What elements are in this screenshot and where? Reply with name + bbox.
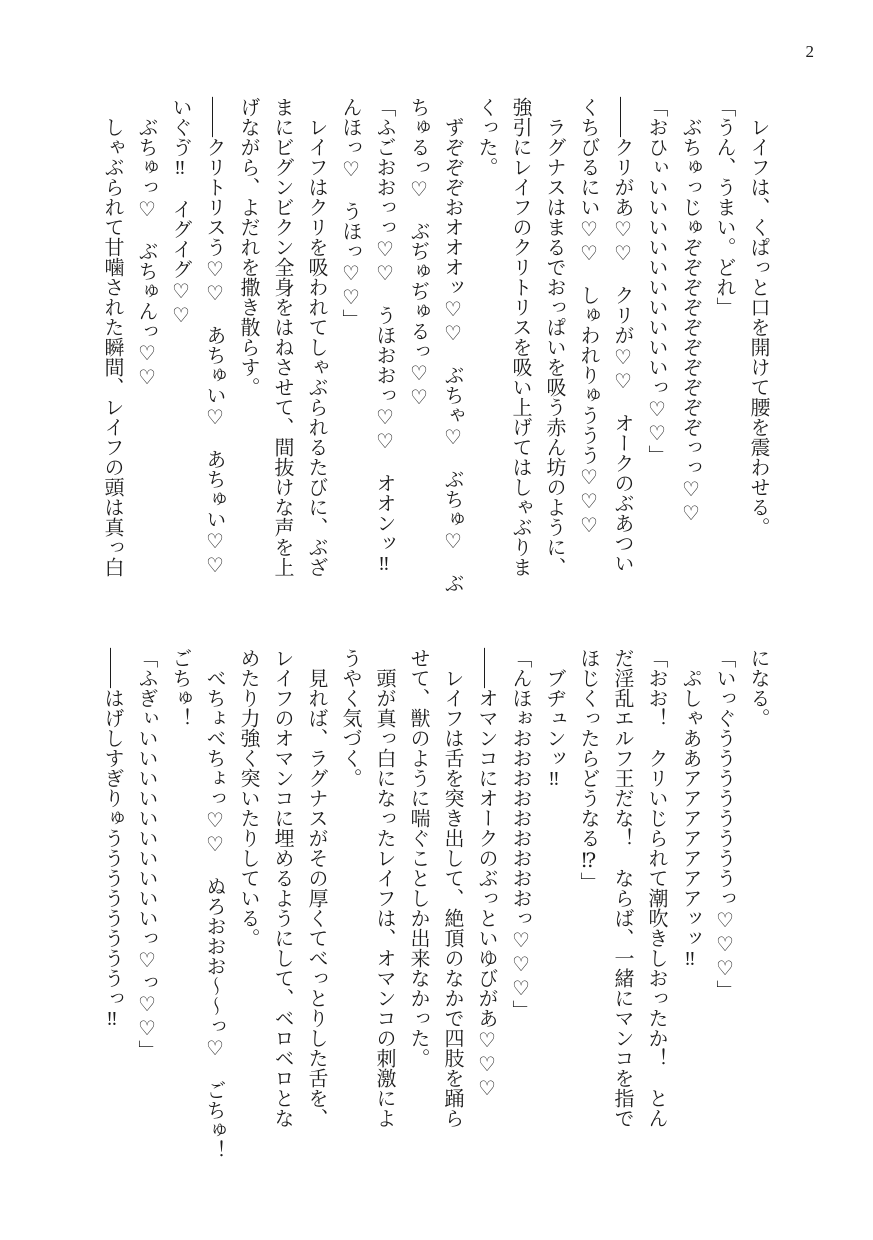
text-line: うやく気づく。: [339, 648, 361, 788]
text-block-bottom: [95, 648, 775, 1160]
text-line: くった。: [475, 97, 497, 177]
text-line: ずぞぞぞおオオオッ♡♡ ぶちゃ♡ ぶちゅ♡ ぶ: [441, 117, 463, 593]
text-line: 「ふぎぃいいいいいいいいいいっ♡っ♡♡」: [135, 648, 157, 1060]
text-line: 「おお！ クリいじられて潮吹きしおったか！ とん: [645, 648, 667, 1128]
text-line: だ淫乱エルフ王だな！ ならば、一緒にマンコを指で: [611, 648, 633, 1128]
page-number: 2: [805, 42, 815, 61]
text-line: ――クリがあ♡♡ クリが♡♡ オークのぶあつい: [611, 97, 633, 573]
text-block-top: [95, 97, 775, 609]
text-line: 「ふごおおっっ♡♡ うほおおっ♡♡ オオンッ‼: [373, 97, 395, 575]
text-line: ――はげしすぎりゅううううううううっ‼: [101, 648, 123, 1030]
text-line: ほじくったらどうなる⁉」: [577, 648, 599, 892]
text-line: 「んほぉおおおおおおおおおっ♡♡♡」: [509, 648, 531, 1020]
text-line: いぐゔ‼ イグイグ♡♡: [169, 97, 191, 327]
text-line: ――クリトリスう♡♡ あちゅい♡ あちゅい♡♡: [203, 97, 225, 577]
text-line: レイフはクリを吸われてしゃぶられるたびに、ぶざ: [305, 117, 327, 577]
text-line: くちびるにい♡♡ しゅわれりゅううう♡♡♡: [577, 97, 599, 537]
text-line: 「おひぃいいいいいいいいいいっ♡♡」: [645, 97, 667, 465]
text-line: せて、獣のように喘ぐことしか出来なかった。: [407, 648, 429, 1068]
text-line: んほっ♡ うほっ♡♡」: [339, 97, 361, 329]
text-line: ちゅるっ♡ ぶぢゅぢゅるっ♡♡: [407, 97, 429, 409]
text-line: レイフは、くぱっと口を開けて腰を震わせる。: [747, 117, 769, 537]
text-line: べちょべちょっ♡♡ ぬろおおお～～っ♡ ごちゅ！: [203, 668, 225, 1160]
text-line: 「いっぐううううううううっ♡♡♡」: [713, 648, 735, 1000]
text-line: レイフのオマンコに埋めるようにして、ベロベロとな: [271, 648, 293, 1128]
text-line: ごちゅ！: [169, 648, 191, 728]
text-line: ――オマンコにオークのぶっといゆびがあ♡♡♡: [475, 648, 497, 1100]
text-line: ぶちゅっ♡ ぶちゅんっ♡♡: [135, 117, 157, 389]
text-line: まにビグンビクン全身をはねさせて、間抜けな声を上: [271, 97, 293, 577]
text-line: ぶちゅっじゅぞぞぞぞぞぞぞぞぞぞっっ♡♡: [679, 117, 701, 525]
text-line: げながら、よだれを撒き散らす。: [237, 97, 259, 397]
text-line: しゃぶられて甘噛された瞬間、レイフの頭は真っ白: [101, 117, 123, 577]
text-line: ブヂュンッ‼: [543, 668, 565, 790]
text-line: めたり力強く突いたりしている。: [237, 648, 259, 948]
text-line: ラグナスはまるでおっぱいを吸う赤ん坊のように、: [543, 117, 565, 577]
text-line: 強引にレイフのクリトリスを吸い上げてはしゃぶりま: [509, 97, 531, 577]
text-line: レイフは舌を突き出して、絶頂のなかで四肢を踊ら: [441, 668, 463, 1128]
text-line: 「うん、うまい。どれ」: [713, 97, 735, 317]
text-line: 見れば、ラグナスがその厚くてべっとりした舌を、: [305, 668, 327, 1128]
text-line: になる。: [747, 648, 769, 728]
text-line: 頭が真っ白になったレイフは、オマンコの刺激によ: [373, 668, 395, 1128]
text-line: ぷしゃああアアアアアアアッッ‼: [679, 668, 701, 970]
